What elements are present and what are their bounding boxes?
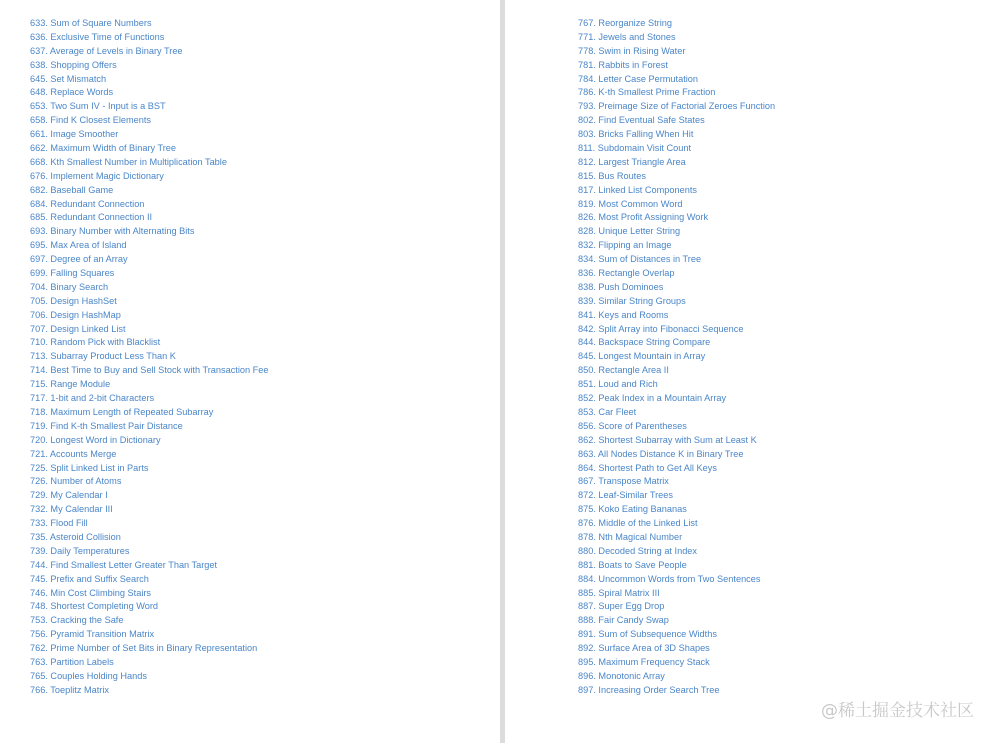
list-item: [578, 684, 775, 698]
problem-link[interactable]: 746. Min Cost Climbing Stairs: [30, 587, 152, 598]
list-item: [578, 170, 775, 184]
list-item: [578, 420, 775, 434]
problem-link[interactable]: 638. Shopping Offers: [30, 59, 117, 70]
problem-link[interactable]: 892. Surface Area of 3D Shapes: [578, 643, 710, 654]
problem-link[interactable]: 645. Set Mismatch: [30, 73, 107, 84]
problem-link[interactable]: 695. Max Area of Island: [30, 240, 127, 251]
problem-link[interactable]: 693. Binary Number with Alternating Bits: [30, 226, 195, 237]
list-item: [578, 559, 775, 573]
problem-link[interactable]: 653. Two Sum IV - Input is a BST: [30, 101, 166, 112]
problem-link[interactable]: 815. Bus Routes: [578, 170, 646, 181]
list-item: [578, 392, 775, 406]
list-item: [30, 462, 268, 476]
problem-link[interactable]: 682. Baseball Game: [30, 184, 114, 195]
list-item: [30, 309, 268, 323]
problem-list-left: [30, 17, 268, 698]
problem-link[interactable]: 636. Exclusive Time of Functions: [30, 31, 165, 42]
problem-link[interactable]: 885. Spiral Matrix III: [578, 587, 660, 598]
problem-link[interactable]: 891. Sum of Subsequence Widths: [578, 629, 717, 640]
problem-link[interactable]: 784. Letter Case Permutation: [578, 73, 699, 84]
problem-link[interactable]: 733. Flood Fill: [30, 518, 88, 529]
list-item: [578, 309, 775, 323]
list-item: [578, 281, 775, 295]
list-item: [30, 184, 268, 198]
list-item: [30, 406, 268, 420]
list-item: [578, 45, 775, 59]
list-item: [578, 378, 775, 392]
list-item: [30, 142, 268, 156]
problem-link[interactable]: 853. Car Fleet: [578, 406, 637, 417]
list-item: [578, 517, 775, 531]
problem-link[interactable]: 875. Koko Eating Bananas: [578, 504, 687, 515]
list-item: [30, 531, 268, 545]
list-item: [30, 267, 268, 281]
problem-link[interactable]: 842. Split Array into Fibonacci Sequence: [578, 323, 744, 334]
problem-link[interactable]: 699. Falling Squares: [30, 268, 115, 279]
problem-link[interactable]: 633. Sum of Square Numbers: [30, 18, 152, 28]
problem-link[interactable]: 839. Similar String Groups: [578, 295, 686, 306]
list-item: [30, 364, 268, 378]
problem-link[interactable]: 685. Redundant Connection II: [30, 212, 153, 223]
problem-link[interactable]: 748. Shortest Completing Word: [30, 601, 159, 612]
problem-link[interactable]: 862. Shortest Subarray with Sum at Least K: [578, 434, 757, 445]
list-item: [30, 170, 268, 184]
list-item: [30, 448, 268, 462]
problem-link[interactable]: 648. Replace Words: [30, 87, 114, 98]
list-item: [578, 31, 775, 45]
list-item: [578, 128, 775, 142]
list-item: [578, 670, 775, 684]
list-item: [578, 587, 775, 601]
problem-link[interactable]: 867. Transpose Matrix: [578, 476, 669, 487]
problem-link[interactable]: 729. My Calendar I: [30, 490, 108, 501]
list-item: [578, 364, 775, 378]
list-item: [30, 211, 268, 225]
list-item: [578, 434, 775, 448]
list-item: [30, 17, 268, 31]
list-item: [578, 267, 775, 281]
list-item: [30, 225, 268, 239]
list-item: [578, 73, 775, 87]
list-item: [30, 350, 268, 364]
list-item: [578, 614, 775, 628]
list-item: [30, 128, 268, 142]
list-item: [30, 392, 268, 406]
problem-link[interactable]: 765. Couples Holding Hands: [30, 670, 147, 681]
list-item: [30, 573, 268, 587]
problem-link[interactable]: 872. Leaf-Similar Trees: [578, 490, 673, 501]
list-item: [30, 559, 268, 573]
problem-link[interactable]: 661. Image Smoother: [30, 129, 119, 140]
problem-link[interactable]: 844. Backspace String Compare: [578, 337, 711, 348]
problem-link[interactable]: 819. Most Common Word: [578, 198, 683, 209]
problem-link[interactable]: 706. Design HashMap: [30, 309, 121, 320]
problem-link[interactable]: 803. Bricks Falling When Hit: [578, 129, 694, 140]
list-item: [578, 295, 775, 309]
problem-link[interactable]: 714. Best Time to Buy and Sell Stock with Transaction Fee: [30, 365, 269, 376]
list-item: [30, 600, 268, 614]
problem-link[interactable]: 732. My Calendar III: [30, 504, 113, 515]
list-item: [578, 142, 775, 156]
list-item: [578, 545, 775, 559]
problem-link[interactable]: 713. Subarray Product Less Than K: [30, 351, 176, 362]
list-item: [30, 114, 268, 128]
problem-link[interactable]: 705. Design HashSet: [30, 295, 117, 306]
problem-link[interactable]: 719. Find K-th Smallest Pair Distance: [30, 420, 183, 431]
problem-link[interactable]: 726. Number of Atoms: [30, 476, 122, 487]
problem-link[interactable]: 834. Sum of Distances in Tree: [578, 254, 702, 265]
problem-link[interactable]: 880. Decoded String at Index: [578, 545, 698, 556]
list-item: [30, 45, 268, 59]
list-item: [30, 545, 268, 559]
list-item: [578, 17, 775, 31]
problem-link[interactable]: 863. All Nodes Distance K in Binary Tree: [578, 448, 744, 459]
problem-link[interactable]: 710. Random Pick with Blacklist: [30, 337, 161, 348]
problem-link[interactable]: 888. Fair Candy Swap: [578, 615, 669, 626]
list-item: [578, 656, 775, 670]
list-item: [30, 420, 268, 434]
list-item: [30, 670, 268, 684]
problem-link[interactable]: 778. Swim in Rising Water: [578, 45, 686, 56]
problem-link[interactable]: 684. Redundant Connection: [30, 198, 145, 209]
problem-link[interactable]: 887. Super Egg Drop: [578, 601, 665, 612]
problem-link[interactable]: 753. Cracking the Safe: [30, 615, 124, 626]
problem-link[interactable]: 744. Find Smallest Letter Greater Than Target: [30, 559, 218, 570]
list-item: [578, 211, 775, 225]
list-item: [30, 59, 268, 73]
problem-link[interactable]: 828. Unique Letter String: [578, 226, 681, 237]
problem-link[interactable]: 767. Reorganize String: [578, 18, 672, 28]
problem-link[interactable]: 832. Flipping an Image: [578, 240, 672, 251]
problem-link[interactable]: 781. Rabbits in Forest: [578, 59, 668, 70]
list-item: [578, 86, 775, 100]
list-item: [30, 489, 268, 503]
list-item: [578, 336, 775, 350]
problem-link[interactable]: 766. Toeplitz Matrix: [30, 684, 109, 695]
problem-link[interactable]: 658. Find K Closest Elements: [30, 115, 152, 126]
problem-link[interactable]: 721. Accounts Merge: [30, 448, 117, 459]
list-item: [578, 406, 775, 420]
list-item: [30, 73, 268, 87]
problem-link[interactable]: 856. Score of Parentheses: [578, 420, 687, 431]
list-item: [578, 531, 775, 545]
list-item: [578, 184, 775, 198]
list-item: [30, 642, 268, 656]
list-item: [578, 475, 775, 489]
list-item: [30, 517, 268, 531]
list-item: [578, 573, 775, 587]
problem-link[interactable]: 850. Rectangle Area II: [578, 365, 669, 376]
list-item: [578, 489, 775, 503]
list-item: [578, 59, 775, 73]
problem-link[interactable]: 715. Range Module: [30, 379, 111, 390]
list-item: [30, 614, 268, 628]
problem-link[interactable]: 896. Monotonic Array: [578, 670, 665, 681]
problem-link[interactable]: 841. Keys and Rooms: [578, 309, 669, 320]
problem-link[interactable]: 802. Find Eventual Safe States: [578, 115, 705, 126]
problem-link[interactable]: 756. Pyramid Transition Matrix: [30, 629, 155, 640]
problem-link[interactable]: 662. Maximum Width of Binary Tree: [30, 143, 177, 154]
problem-link[interactable]: 811. Subdomain Visit Count: [578, 143, 692, 154]
problem-link[interactable]: 707. Design Linked List: [30, 323, 126, 334]
problem-link[interactable]: 895. Maximum Frequency Stack: [578, 656, 710, 667]
list-item: [30, 281, 268, 295]
list-item: [30, 253, 268, 267]
list-item: [30, 323, 268, 337]
problem-link[interactable]: 852. Peak Index in a Mountain Array: [578, 393, 727, 404]
problem-list-right: [578, 17, 775, 698]
problem-link[interactable]: 704. Binary Search: [30, 281, 109, 292]
list-item: [30, 656, 268, 670]
problem-link[interactable]: 725. Split Linked List in Parts: [30, 462, 149, 473]
list-item: [30, 295, 268, 309]
problem-link[interactable]: 718. Maximum Length of Repeated Subarray: [30, 406, 214, 417]
problem-link[interactable]: 739. Daily Temperatures: [30, 545, 130, 556]
list-item: [578, 225, 775, 239]
list-item: [30, 503, 268, 517]
problem-link[interactable]: 881. Boats to Save People: [578, 559, 687, 570]
list-item: [578, 100, 775, 114]
problem-link[interactable]: 812. Largest Triangle Area: [578, 156, 686, 167]
problem-link[interactable]: 793. Preimage Size of Factorial Zeroes Function: [578, 101, 776, 112]
problem-link[interactable]: 745. Prefix and Suffix Search: [30, 573, 149, 584]
problem-link[interactable]: 897. Increasing Order Search Tree: [578, 684, 720, 695]
list-item: [578, 462, 775, 476]
list-item: [30, 475, 268, 489]
watermark: @稀土掘金技术社区: [821, 701, 974, 721]
list-item: [30, 239, 268, 253]
list-item: [578, 239, 775, 253]
problem-link[interactable]: 717. 1-bit and 2-bit Characters: [30, 393, 155, 404]
problem-link[interactable]: 676. Implement Magic Dictionary: [30, 170, 164, 181]
list-item: [30, 378, 268, 392]
problem-link[interactable]: 668. Kth Smallest Number in Multiplication Table: [30, 156, 227, 167]
list-item: [578, 503, 775, 517]
problem-link[interactable]: 817. Linked List Components: [578, 184, 698, 195]
problem-link[interactable]: 735. Asteroid Collision: [30, 531, 121, 542]
problem-link[interactable]: 836. Rectangle Overlap: [578, 268, 675, 279]
problem-link[interactable]: 786. K-th Smallest Prime Fraction: [578, 87, 716, 98]
list-item: [578, 642, 775, 656]
problem-link[interactable]: 762. Prime Number of Set Bits in Binary Representation: [30, 643, 258, 654]
problem-link[interactable]: 826. Most Profit Assigning Work: [578, 212, 709, 223]
list-item: [30, 628, 268, 642]
list-item: [30, 684, 268, 698]
problem-link[interactable]: 851. Loud and Rich: [578, 379, 658, 390]
list-item: [30, 31, 268, 45]
list-item: [578, 253, 775, 267]
list-item: [578, 448, 775, 462]
list-item: [30, 336, 268, 350]
list-item: [578, 156, 775, 170]
list-item: [578, 600, 775, 614]
problem-link[interactable]: 763. Partition Labels: [30, 656, 114, 667]
problem-link[interactable]: 720. Longest Word in Dictionary: [30, 434, 161, 445]
list-item: [30, 86, 268, 100]
list-item: [30, 156, 268, 170]
right-page: [505, 0, 996, 743]
list-item: [30, 198, 268, 212]
problem-link[interactable]: 697. Degree of an Array: [30, 254, 128, 265]
problem-link[interactable]: 878. Nth Magical Number: [578, 531, 683, 542]
list-item: [30, 100, 268, 114]
list-item: [578, 323, 775, 337]
problem-link[interactable]: 876. Middle of the Linked List: [578, 518, 698, 529]
problem-link[interactable]: 637. Average of Levels in Binary Tree: [30, 45, 183, 56]
problem-link[interactable]: 864. Shortest Path to Get All Keys: [578, 462, 717, 473]
problem-link[interactable]: 884. Uncommon Words from Two Sentences: [578, 573, 761, 584]
problem-link[interactable]: 845. Longest Mountain in Array: [578, 351, 706, 362]
list-item: [578, 198, 775, 212]
list-item: [30, 587, 268, 601]
problem-link[interactable]: 771. Jewels and Stones: [578, 31, 676, 42]
problem-link[interactable]: 838. Push Dominoes: [578, 281, 664, 292]
list-item: [578, 350, 775, 364]
list-item: [578, 114, 775, 128]
list-item: [578, 628, 775, 642]
list-item: [30, 434, 268, 448]
